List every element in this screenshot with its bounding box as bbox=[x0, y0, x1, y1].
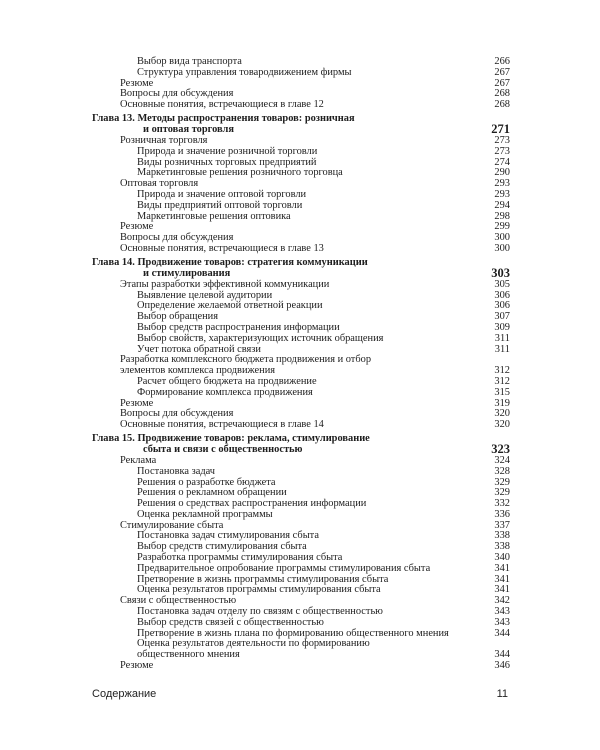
toc-entry-title: Основные понятия, встречающиеся в главе 13 bbox=[120, 242, 324, 254]
toc-entry-title: Структура управления товародвижением фирмы bbox=[137, 66, 352, 78]
toc-entry-title: Природа и значение оптовой торговли bbox=[137, 188, 307, 200]
toc-entry-title: Предварительное опробование программы стимулирования сбыта bbox=[137, 562, 431, 574]
toc-section-entry[interactable] bbox=[92, 100, 510, 111]
toc-entry-title: Виды предприятий оптовой торговли bbox=[137, 199, 303, 211]
toc-entry-page: 337 bbox=[494, 519, 510, 531]
toc-entry-page: 338 bbox=[494, 541, 510, 553]
toc-entry-page: 290 bbox=[494, 167, 510, 179]
toc-entry-page: 300 bbox=[494, 232, 510, 244]
toc-entry-page: 268 bbox=[494, 88, 510, 100]
toc-section-entry[interactable] bbox=[92, 244, 510, 255]
chapter-title-line-2: и стимулирования bbox=[143, 267, 231, 279]
toc-entry-title: Связи с общественностью bbox=[120, 595, 237, 607]
toc-subsection-entry[interactable] bbox=[92, 334, 510, 345]
toc-entry-page: 344 bbox=[494, 627, 510, 639]
toc-section-entry[interactable] bbox=[92, 661, 510, 672]
toc-entry-title: Оценка результатов деятельности по формированию bbox=[137, 638, 370, 650]
toc-entry-page: 293 bbox=[494, 188, 510, 200]
toc-entry-title: общественного мнения bbox=[137, 649, 240, 661]
toc-entry-title: Решения о рекламном обращении bbox=[137, 487, 287, 499]
toc-subsection-entry[interactable] bbox=[92, 467, 510, 478]
toc-entry-page: 346 bbox=[494, 660, 510, 672]
toc-entry-page: 342 bbox=[494, 595, 510, 607]
toc-entry-page: 305 bbox=[494, 278, 510, 290]
toc-entry-title: Стимулирование сбыта bbox=[120, 519, 224, 531]
toc-entry-page: 320 bbox=[494, 419, 510, 431]
toc-entry-title: Оценка результатов программы стимулирования сбыта bbox=[137, 584, 381, 596]
toc-entry-title: Претворение в жизнь плана по формированию общественного мнения bbox=[137, 627, 449, 639]
toc-entry-title: Выбор вида транспорта bbox=[137, 56, 242, 67]
toc-entry-title: Расчет общего бюджета на продвижение bbox=[137, 375, 317, 387]
toc-entry-page: 320 bbox=[494, 408, 510, 420]
toc-section-entry[interactable] bbox=[92, 420, 510, 431]
toc-entry-title: элементов комплекса продвижения bbox=[120, 365, 276, 377]
toc-entry-page: 336 bbox=[494, 508, 510, 520]
toc-entry-page: 266 bbox=[494, 56, 510, 67]
toc-entry-title: Выбор свойств, характеризующих источник обращения bbox=[137, 332, 384, 344]
toc-entry-title: Выявление целевой аудитории bbox=[137, 289, 273, 301]
toc-entry-page: 324 bbox=[494, 454, 510, 466]
toc-entry-title: Оптовая торговля bbox=[120, 178, 199, 190]
toc-entry-title: Постановка задач стимулирования сбыта bbox=[137, 530, 319, 542]
toc-entry-page: 343 bbox=[494, 606, 510, 618]
toc-entry-page: 267 bbox=[494, 66, 510, 78]
chapter-page-number: 303 bbox=[491, 265, 510, 280]
toc-entry-title: Вопросы для обсуждения bbox=[120, 408, 234, 420]
toc-entry-title: Выбор средств связей с общественностью bbox=[137, 616, 324, 628]
toc-entry-title: Резюме bbox=[120, 77, 154, 89]
chapter-title-line-1: Глава 13. Методы распространения товаров: розничная bbox=[92, 112, 355, 124]
toc-entry-page: 294 bbox=[494, 199, 510, 211]
toc-entry-title: Резюме bbox=[120, 660, 154, 672]
toc-entry-title: Оценка рекламной программы bbox=[137, 508, 273, 520]
toc-subsection-entry[interactable] bbox=[92, 388, 510, 399]
toc-chapter-heading[interactable] bbox=[92, 433, 510, 455]
toc-entry-title: Резюме bbox=[120, 397, 154, 409]
toc-entry-page: 315 bbox=[494, 386, 510, 398]
toc-section-entry[interactable] bbox=[92, 280, 510, 291]
chapter-page-number: 271 bbox=[491, 121, 510, 136]
table-of-contents bbox=[92, 57, 510, 672]
toc-entry-page: 306 bbox=[494, 289, 510, 301]
toc-entry-title: Вопросы для обсуждения bbox=[120, 232, 234, 244]
toc-entry-page: 293 bbox=[494, 178, 510, 190]
toc-entry-page: 341 bbox=[494, 562, 510, 574]
toc-entry-title: Учет потока обратной связи bbox=[137, 343, 261, 355]
toc-entry-page: 312 bbox=[494, 375, 510, 387]
toc-entry-page: 298 bbox=[494, 210, 510, 222]
toc-entry-page: 341 bbox=[494, 573, 510, 585]
toc-entry-page: 329 bbox=[494, 476, 510, 488]
toc-entry-page: 299 bbox=[494, 221, 510, 233]
toc-entry-title: Решения о разработке бюджета bbox=[137, 476, 276, 488]
toc-entry-title: Постановка задач отделу по связям с общественностью bbox=[137, 606, 383, 618]
chapter-title-line-2: и оптовая торговля bbox=[143, 123, 234, 135]
toc-entry-page: 306 bbox=[494, 300, 510, 312]
toc-entry-title: Основные понятия, встречающиеся в главе 14 bbox=[120, 419, 324, 431]
toc-entry-page: 341 bbox=[494, 584, 510, 596]
toc-entry-title: Природа и значение розничной торговли bbox=[137, 145, 318, 157]
page-number: 11 bbox=[496, 688, 508, 700]
toc-entry-page: 311 bbox=[494, 332, 510, 344]
toc-entry-page: 340 bbox=[494, 552, 510, 564]
toc-entry-page: 307 bbox=[494, 311, 510, 323]
toc-entry-title: Розничная торговля bbox=[120, 134, 208, 146]
running-footer-section: Содержание bbox=[92, 688, 157, 700]
toc-entry-title: Определение желаемой ответной реакции bbox=[137, 300, 323, 312]
chapter-title-line-2: сбыта и связи с общественностью bbox=[143, 443, 303, 455]
toc-entry-page: 338 bbox=[494, 530, 510, 542]
toc-entry-title: Маркетинговые решения розничного торговца bbox=[137, 167, 343, 179]
toc-entry-title: Решения о средствах распространения информации bbox=[137, 498, 367, 510]
toc-entry-title: Выбор обращения bbox=[137, 311, 218, 323]
toc-entry-title: Этапы разработки эффективной коммуникации bbox=[120, 278, 330, 290]
toc-entry-page: 312 bbox=[494, 365, 510, 377]
toc-entry-page: 328 bbox=[494, 465, 510, 477]
toc-entry-title: Реклама bbox=[120, 454, 157, 466]
toc-entry-page: 344 bbox=[494, 649, 510, 661]
chapter-page-number: 323 bbox=[491, 441, 510, 456]
toc-entry-title: Выбор средств стимулирования сбыта bbox=[137, 541, 307, 553]
toc-entry-title: Формирование комплекса продвижения bbox=[137, 386, 313, 398]
toc-entry-page: 309 bbox=[494, 321, 510, 333]
toc-entry-title: Маркетинговые решения оптовика bbox=[137, 210, 291, 222]
toc-subsection-entry[interactable] bbox=[92, 212, 510, 223]
toc-entry-page: 329 bbox=[494, 487, 510, 499]
toc-entry-page: 319 bbox=[494, 397, 510, 409]
toc-entry-title: Виды розничных торговых предприятий bbox=[137, 156, 317, 168]
toc-entry-page: 300 bbox=[494, 242, 510, 254]
chapter-title-line-1: Глава 15. Продвижение товаров: реклама, стимулирование bbox=[92, 432, 370, 444]
toc-subsection-entry[interactable] bbox=[92, 147, 510, 158]
toc-subsection-entry[interactable] bbox=[92, 68, 510, 79]
toc-entry-title: Постановка задач bbox=[137, 465, 216, 477]
toc-entry-title: Разработка комплексного бюджета продвижения и отбор bbox=[120, 354, 372, 366]
toc-subsection-entry[interactable] bbox=[92, 201, 510, 212]
toc-entry-page: 311 bbox=[494, 343, 510, 355]
toc-entry-page: 273 bbox=[494, 145, 510, 157]
toc-entry-page: 267 bbox=[494, 77, 510, 89]
chapter-title-line-1: Глава 14. Продвижение товаров: стратегия коммуникации bbox=[92, 256, 368, 268]
toc-subsection-entry[interactable] bbox=[92, 650, 510, 661]
toc-chapter-heading[interactable] bbox=[92, 257, 510, 279]
toc-entry-page: 273 bbox=[494, 134, 510, 146]
toc-chapter-heading[interactable] bbox=[92, 113, 510, 135]
toc-entry-title: Разработка программы стимулирования сбыта bbox=[137, 552, 343, 564]
toc-entry-title: Претворение в жизнь программы стимулирования сбыта bbox=[137, 573, 389, 585]
toc-entry-title: Вопросы для обсуждения bbox=[120, 88, 234, 100]
toc-entry-page: 332 bbox=[494, 498, 510, 510]
toc-entry-title: Выбор средств распространения информации bbox=[137, 321, 340, 333]
toc-entry-page: 274 bbox=[494, 156, 510, 168]
toc-entry-title: Резюме bbox=[120, 221, 154, 233]
toc-entry-title: Основные понятия, встречающиеся в главе 12 bbox=[120, 99, 324, 111]
toc-entry-page: 343 bbox=[494, 616, 510, 628]
toc-entry-page: 268 bbox=[494, 99, 510, 111]
